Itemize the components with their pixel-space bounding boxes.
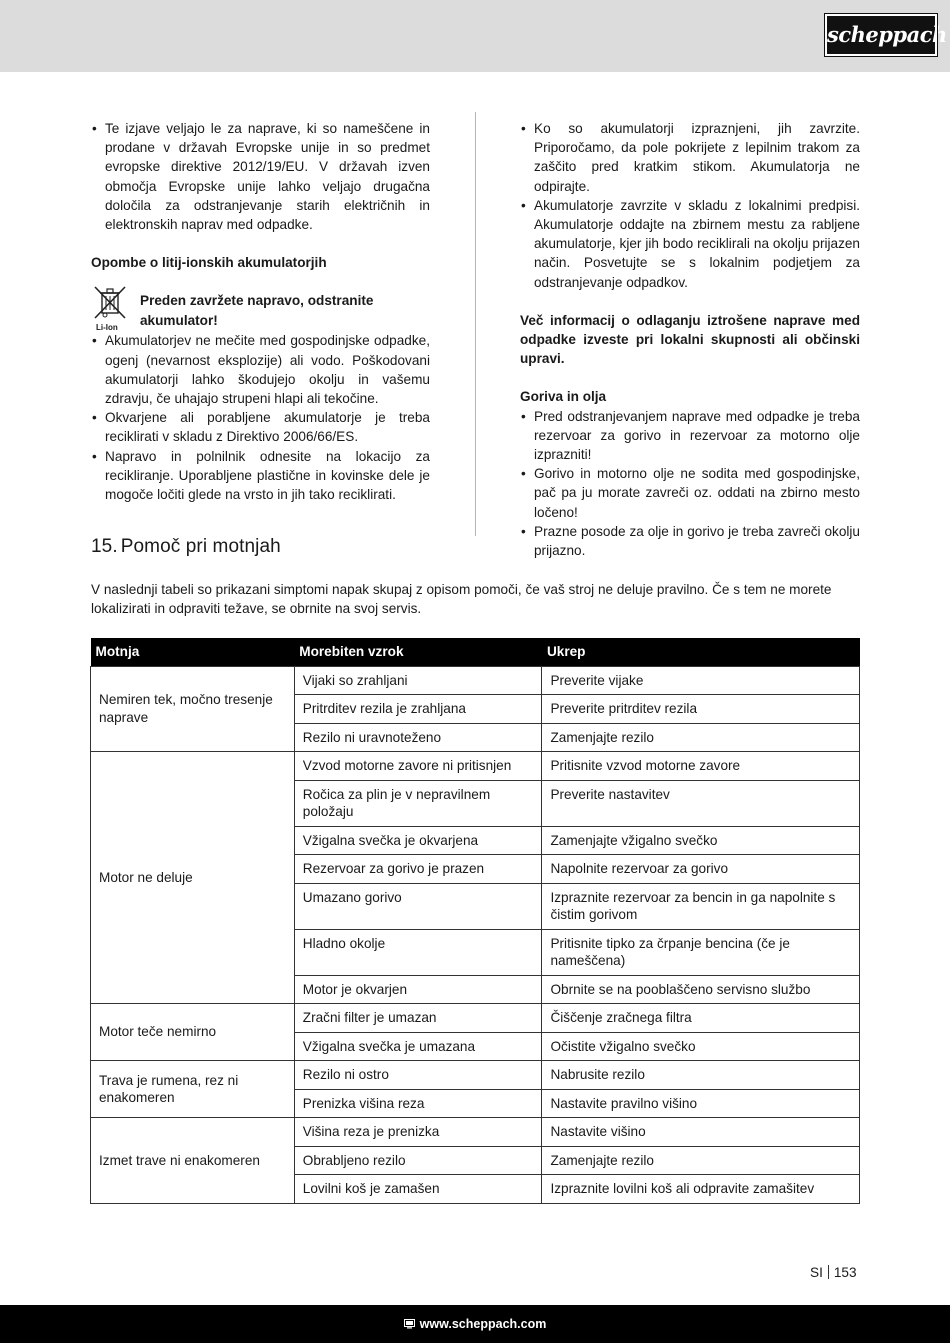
cause-cell: Obrabljeno rezilo <box>294 1146 542 1175</box>
remedy-cell: Pritisnite vzvod motorne zavore <box>542 752 860 781</box>
header-bar <box>0 0 950 72</box>
crossed-bin-icon <box>91 285 131 331</box>
table-body <box>91 666 860 1203</box>
list-item: • Prazne posode za olje in gorivo je treba zavreči okolju prijazno. <box>520 522 860 560</box>
cause-cell: Rezilo ni ostro <box>294 1061 542 1090</box>
monitor-icon <box>404 1306 415 1344</box>
list-item: • Okvarjene ali porabljene akumulatorje je treba reciklirati v skladu z Direktivo 2006/66/ES. <box>91 408 430 446</box>
disposal-notes-list <box>91 119 430 234</box>
remedy-cell: Pritisnite tipko za črpanje bencina (če je nameščena) <box>542 929 860 975</box>
fuel-notes-list <box>520 407 860 561</box>
cause-cell: Vžigalna svečka je okvarjena <box>294 826 542 855</box>
cause-cell: Višina reza je prenizka <box>294 1118 542 1147</box>
section-intro: V naslednji tabeli so prikazani simptomi napak skupaj z opisom pomoči, če vaš stroj ne deluje pravilno. Če s tem ne morete lokalizirati in odpraviti težave, se obrnite na svoj servis. <box>91 582 832 616</box>
cause-cell: Zračni filter je umazan <box>294 1004 542 1033</box>
column-divider <box>475 112 476 536</box>
table-row <box>91 666 860 695</box>
list-item: • Akumulatorje zavrzite v skladu z lokalnimi predpisi. Akumulatorje oddajte na zbirnem mestu za rabljene akumulatorje, kjer jih bodo reciklirali na okolju prijazen način. Posvetujte se s lokalnim podjetjem za odstranjevanje odpadkov. <box>520 196 860 292</box>
fuel-heading: Goriva in olja <box>520 389 607 405</box>
right-column <box>520 119 860 559</box>
cause-cell: Umazano gorivo <box>294 883 542 929</box>
issue-cell: Motor ne deluje <box>91 752 295 1004</box>
cause-cell: Rezilo ni uravnoteženo <box>294 723 542 752</box>
column-header: Ukrep <box>542 638 860 666</box>
issue-cell: Izmet trave ni enakomeren <box>91 1118 295 1204</box>
remedy-cell: Nastavite pravilno višino <box>542 1089 860 1118</box>
page-number <box>810 1265 857 1280</box>
website-link[interactable]: www.scheppach.com <box>419 1317 547 1331</box>
table-header-row <box>91 638 860 666</box>
list-item: • Te izjave veljajo le za naprave, ki so nameščene in prodane v državah Evropske unije in so predmet evropske direktive 2012/19/EU. V državah izven območja Evropske unije lahko veljajo drugačna določila za odstranjevanje starih električnih in elektronskih naprav med odpadke. <box>91 119 430 234</box>
list-item: • Gorivo in motorno olje ne sodita med gospodinjske, pač pa ju morate zavreči oz. oddati na zbirno mesto ločeno! <box>520 464 860 522</box>
column-header: Morebiten vzrok <box>294 638 542 666</box>
remedy-cell: Preverite pritrditev rezila <box>542 695 860 724</box>
cause-cell: Ročica za plin je v nepravilnem položaju <box>294 780 542 826</box>
remedy-cell: Nabrusite rezilo <box>542 1061 860 1090</box>
remedy-cell: Preverite vijake <box>542 666 860 695</box>
table-row <box>91 1118 860 1147</box>
remedy-cell: Napolnite rezervoar za gorivo <box>542 855 860 884</box>
cause-cell: Motor je okvarjen <box>294 975 542 1004</box>
remedy-cell: Preverite nastavitev <box>542 780 860 826</box>
battery-warning <box>91 285 430 331</box>
cause-cell: Vijaki so zrahljani <box>294 666 542 695</box>
cause-cell: Hladno okolje <box>294 929 542 975</box>
table-row <box>91 752 860 781</box>
remedy-cell: Zamenjajte rezilo <box>542 1146 860 1175</box>
cause-cell: Rezervoar za gorivo je prazen <box>294 855 542 884</box>
cause-cell: Vžigalna svečka je umazana <box>294 1032 542 1061</box>
table-row <box>91 1004 860 1033</box>
remedy-cell: Obrnite se na pooblaščeno servisno službo <box>542 975 860 1004</box>
section-title <box>91 536 281 558</box>
info-note: Več informacij o odlaganju iztrošene naprave med odpadke izveste pri lokalni skupnosti ali občinski upravi. <box>520 312 860 367</box>
remedy-cell: Zamenjajte vžigalno svečko <box>542 826 860 855</box>
list-item: • Akumulatorjev ne mečite med gospodinjske odpadke, ogenj (nevarnost eksplozije) ali vodo. Poškodovani akumulatorji lahko škodujejo okolju in vašemu zdravju, če uhajajo strupeni hlapi ali tekočine. <box>91 331 430 408</box>
brand-logo: scheppach <box>825 14 937 56</box>
separator <box>828 1265 829 1279</box>
issue-cell: Nemiren tek, močno tresenje naprave <box>91 666 295 752</box>
language-code: SI <box>810 1265 823 1280</box>
battery-warning-text: Preden zavržete napravo, odstranite akumulator! <box>140 293 374 328</box>
remedy-cell: Zamenjajte rezilo <box>542 723 860 752</box>
cause-cell: Lovilni koš je zamašen <box>294 1175 542 1204</box>
cause-cell: Vzvod motorne zavore ni pritisnjen <box>294 752 542 781</box>
footer-bar <box>0 1305 950 1343</box>
left-column <box>91 119 430 504</box>
remedy-cell: Izpraznite rezervoar za bencin in ga napolnite s čistim gorivom <box>542 883 860 929</box>
issue-cell: Motor teče nemirno <box>91 1004 295 1061</box>
remedy-cell: Čiščenje zračnega filtra <box>542 1004 860 1033</box>
battery-notes-list <box>91 331 430 504</box>
table-row <box>91 1061 860 1090</box>
li-ion-label: Li-Ion <box>96 323 118 333</box>
remedy-cell: Nastavite višino <box>542 1118 860 1147</box>
li-ion-heading: Opombe o litij-ionskih akumulatorjih <box>91 255 327 271</box>
page-number-value: 153 <box>833 1265 857 1280</box>
cause-cell: Prenizka višina reza <box>294 1089 542 1118</box>
section-title-text: Pomoč pri motnjah <box>120 536 281 557</box>
cause-cell: Pritrditev rezila je zrahljana <box>294 695 542 724</box>
list-item: • Napravo in polnilnik odnesite na lokacijo za recikliranje. Uporabljene plastične in kovinske dele je mogoče ločiti glede na vrsto in jih tako reciklirati. <box>91 447 430 505</box>
issue-cell: Trava je rumena, rez ni enakomeren <box>91 1061 295 1118</box>
remedy-cell: Očistite vžigalno svečko <box>542 1032 860 1061</box>
troubleshooting-table <box>90 638 860 1204</box>
section-number: 15. <box>91 536 118 557</box>
column-header: Motnja <box>91 638 295 666</box>
list-item: • Pred odstranjevanjem naprave med odpadke je treba rezervoar za gorivo in rezervoar za motorno olje izprazniti! <box>520 407 860 465</box>
list-item: • Ko so akumulatorji izpraznjeni, jih zavrzite. Priporočamo, da pole pokrijete z lepilnim trakom za zaščito pred kratkim stikom. Akumulatorja ne odpirajte. <box>520 119 860 196</box>
remedy-cell: Izpraznite lovilni koš ali odpravite zamašitev <box>542 1175 860 1204</box>
battery-disposal-list <box>520 119 860 292</box>
